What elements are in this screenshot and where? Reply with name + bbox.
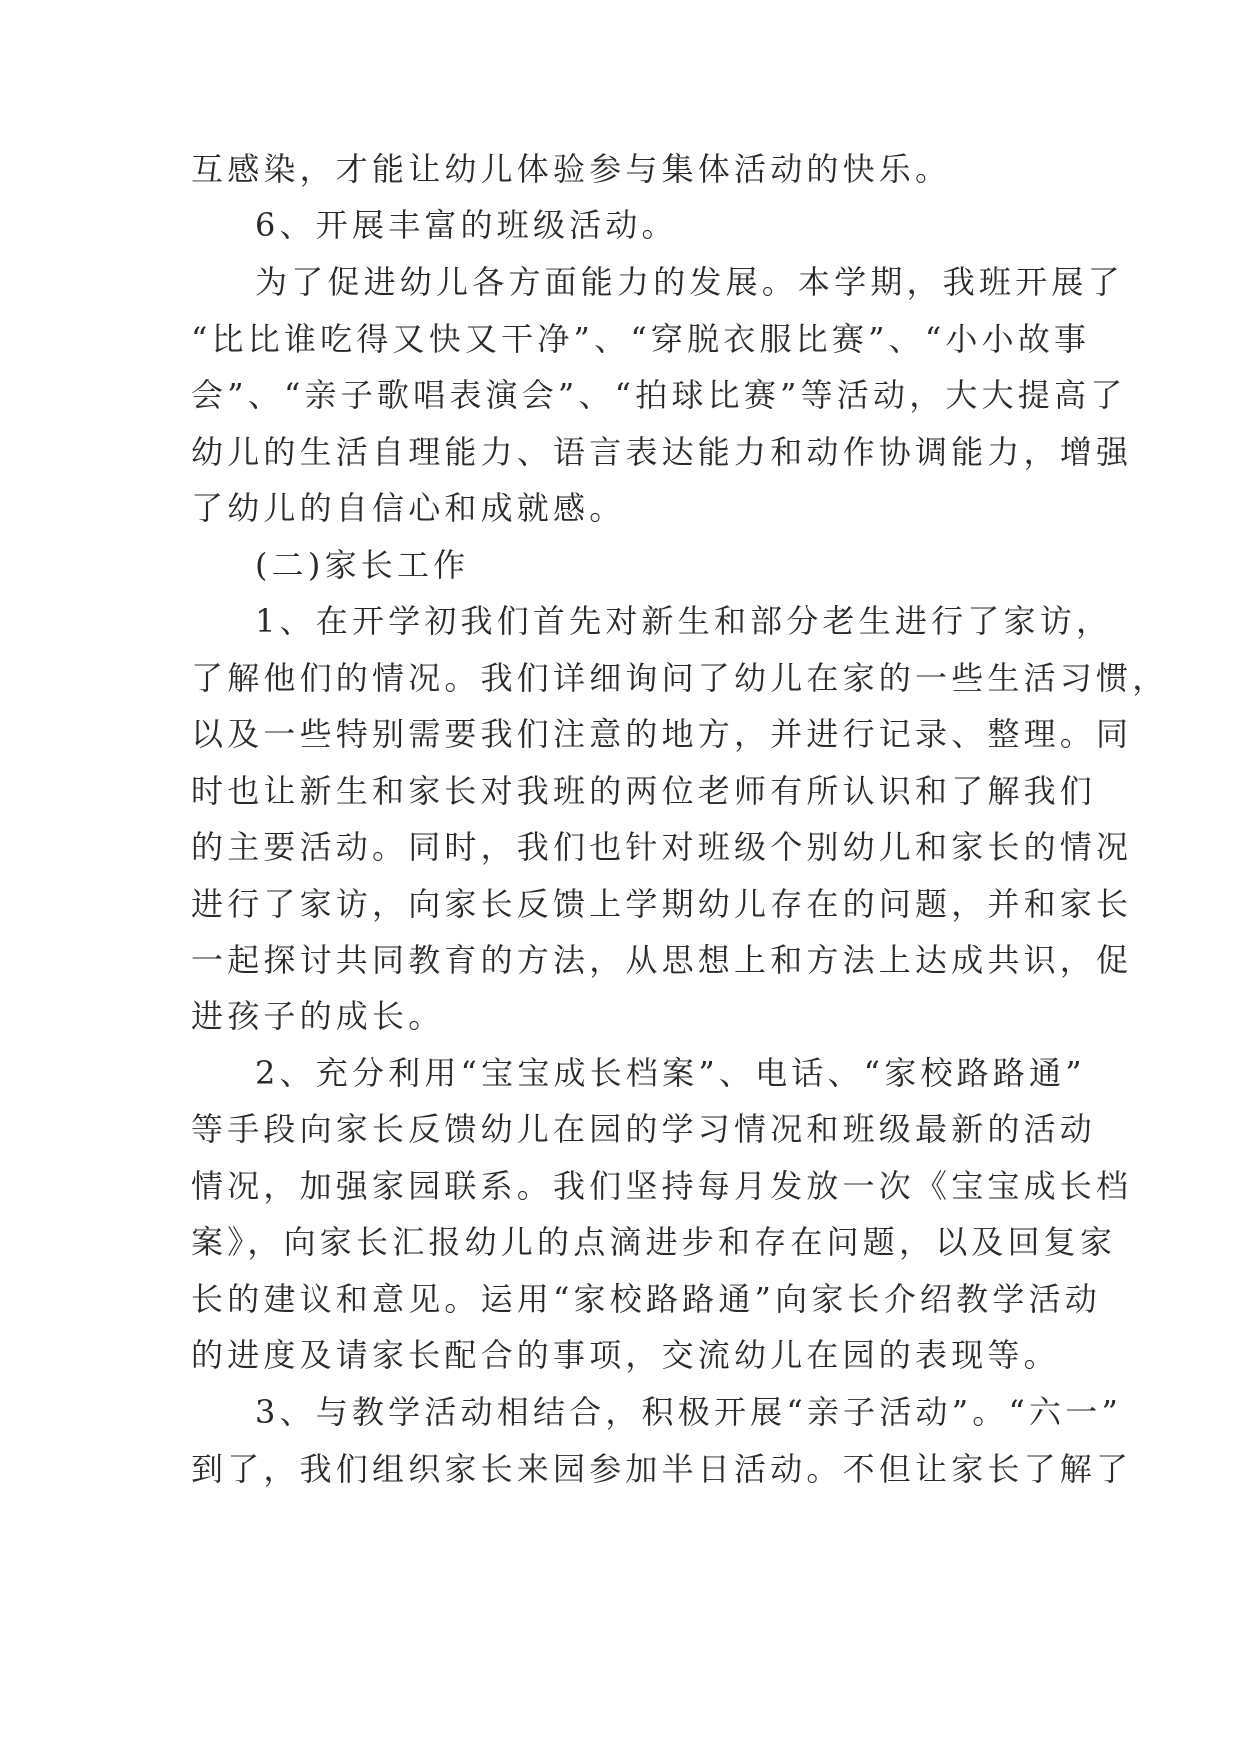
text-line: 3、与教学活动相结合，积极开展“亲子活动”。“六一” — [255, 1393, 1122, 1431]
text-line: 1、在开学初我们首先对新生和部分老生进行了家访， — [255, 602, 1113, 640]
text-line: “比比谁吃得又快又干净”、“穿脱衣服比赛”、“小小故事 — [191, 320, 1091, 358]
text-line: 了幼儿的自信心和成就感。 — [191, 489, 626, 527]
text-line: 为了促进幼儿各方面能力的发展。本学期，我班开展了 — [255, 263, 1124, 301]
text-line: 互感染，才能让幼儿体验参与集体活动的快乐。 — [191, 150, 952, 188]
section-heading: (二)家长工作 — [255, 546, 470, 584]
text-line: 情况，加强家园联系。我们坚持每月发放一次《宝宝成长档 — [191, 1167, 1133, 1205]
text-line: 2、充分利用“宝宝成长档案”、电话、“家校路路通” — [255, 1054, 1086, 1092]
text-line: 案》，向家长汇报幼儿的点滴进步和存在问题，以及回复家 — [191, 1223, 1117, 1261]
text-line: 会”、“亲子歌唱表演会”、“拍球比赛”等活动，大大提高了 — [191, 376, 1127, 414]
text-line: 以及一些特别需要我们注意的地方，并进行记录、整理。同 — [191, 715, 1133, 753]
text-line: 时也让新生和家长对我班的两位老师有所认识和了解我们 — [191, 772, 1097, 810]
text-line: 了解他们的情况。我们详细询问了幼儿在家的一些生活习惯， — [191, 659, 1169, 697]
text-line: 一起探讨共同教育的方法，从思想上和方法上达成共识，促 — [191, 941, 1133, 979]
text-line: 到了，我们组织家长来园参加半日活动。不但让家长了解了 — [191, 1450, 1133, 1488]
text-line: 等手段向家长反馈幼儿在园的学习情况和班级最新的活动 — [191, 1110, 1097, 1148]
text-line: 进行了家访，向家长反馈上学期幼儿存在的问题，并和家长 — [191, 885, 1133, 923]
text-line: 6、开展丰富的班级活动。 — [255, 206, 678, 244]
text-line: 的进度及请家长配合的事项，交流幼儿在园的表现等。 — [191, 1336, 1060, 1374]
text-line: 进孩子的成长。 — [191, 997, 445, 1035]
text-line: 的主要活动。同时，我们也针对班级个别幼儿和家长的情况 — [191, 828, 1133, 866]
text-line: 长的建议和意见。运用“家校路路通”向家长介绍教学活动 — [191, 1280, 1101, 1318]
text-line: 幼儿的生活自理能力、语言表达能力和动作协调能力，增强 — [191, 433, 1133, 471]
